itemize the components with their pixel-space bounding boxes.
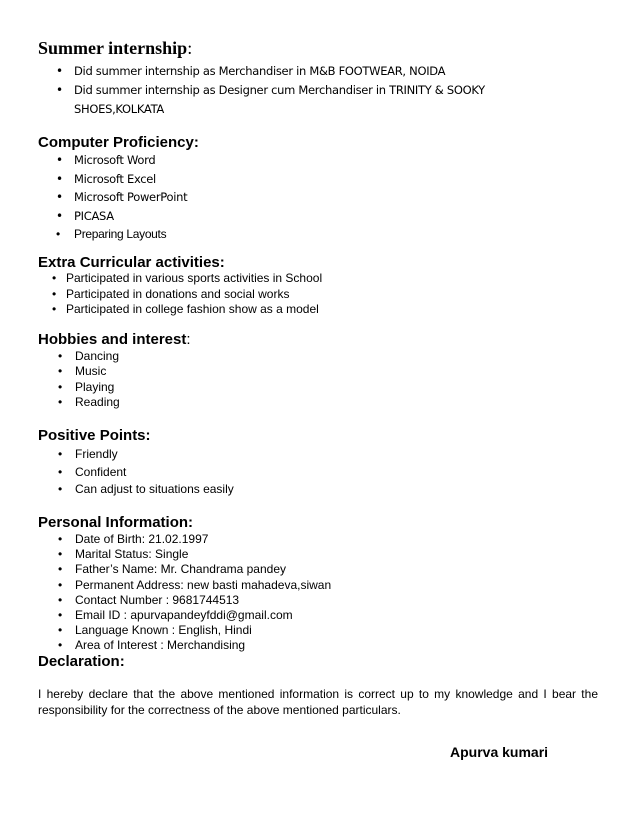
list-item: • PICASA <box>56 208 114 223</box>
list-item: • Participated in college fashion show as a model <box>52 302 319 316</box>
positive-points-heading: Positive Points: <box>38 427 151 444</box>
computer-proficiency-list <box>56 151 187 244</box>
hobbies-heading: Hobbies and interest: <box>38 331 191 348</box>
summer-internship-list <box>56 62 485 119</box>
list-item: • Dancing <box>58 349 120 363</box>
list-item: • Participated in various sports activities in School <box>52 271 323 285</box>
summer-internship-heading: Summer internship: <box>38 38 193 58</box>
list-item: • Did summer internship as Designer cum Merchandiser in TRINITY & SOOKY <box>56 83 485 97</box>
positive-points-list <box>58 446 234 499</box>
list-item: • Microsoft Word <box>56 153 156 167</box>
extra-curricular-list <box>52 271 322 318</box>
list-item: • Contact Number : 9681744513 <box>58 592 240 607</box>
list-item: • Music <box>58 364 107 379</box>
list-item: • Microsoft PowerPoint <box>56 190 188 204</box>
list-item: • Friendly <box>58 447 118 461</box>
list-item: • Can adjust to situations easily <box>58 482 234 496</box>
list-item: • Marital Status: Single <box>58 547 189 562</box>
extra-curricular-heading: Extra Curricular activities: <box>38 254 225 271</box>
list-item-continuation: SHOES,KOLKATA <box>74 102 165 116</box>
personal-information-heading: Personal Information: <box>38 514 194 531</box>
list-item: • Permanent Address: new basti mahadeva,siwan <box>58 577 332 592</box>
list-item: • Date of Birth: 21.02.1997 <box>58 532 209 546</box>
personal-information-list <box>58 532 331 654</box>
list-item: • Area of Interest : Merchandising <box>58 638 246 653</box>
list-item: • Confident <box>58 464 127 479</box>
hobbies-list <box>58 349 120 410</box>
list-item: • Playing <box>58 379 115 394</box>
list-item: • Email ID : apurvapandeyfddi@gmail.com <box>58 607 293 622</box>
list-item: • Father’s Name: Mr. Chandrama pandey <box>58 562 286 577</box>
list-item: • Preparing Layouts <box>56 227 167 241</box>
signature-name: Apurva kumari <box>450 744 549 760</box>
list-item: • Language Known : English, Hindi <box>58 623 252 638</box>
computer-proficiency-heading: Computer Proficiency: <box>38 134 199 151</box>
list-item: • Participated in donations and social works <box>52 286 290 301</box>
list-item: • Reading <box>58 394 120 409</box>
declaration-text: I hereby declare that the above mentioned information is correct up to my knowledge and I bear the responsibility for the correctness of the above mentioned particulars. <box>38 687 598 717</box>
declaration-heading: Declaration: <box>38 653 125 670</box>
list-item: • Did summer internship as Merchandiser in M&B FOOTWEAR, NOIDA <box>56 64 446 78</box>
list-item: • Microsoft Excel <box>56 171 156 186</box>
